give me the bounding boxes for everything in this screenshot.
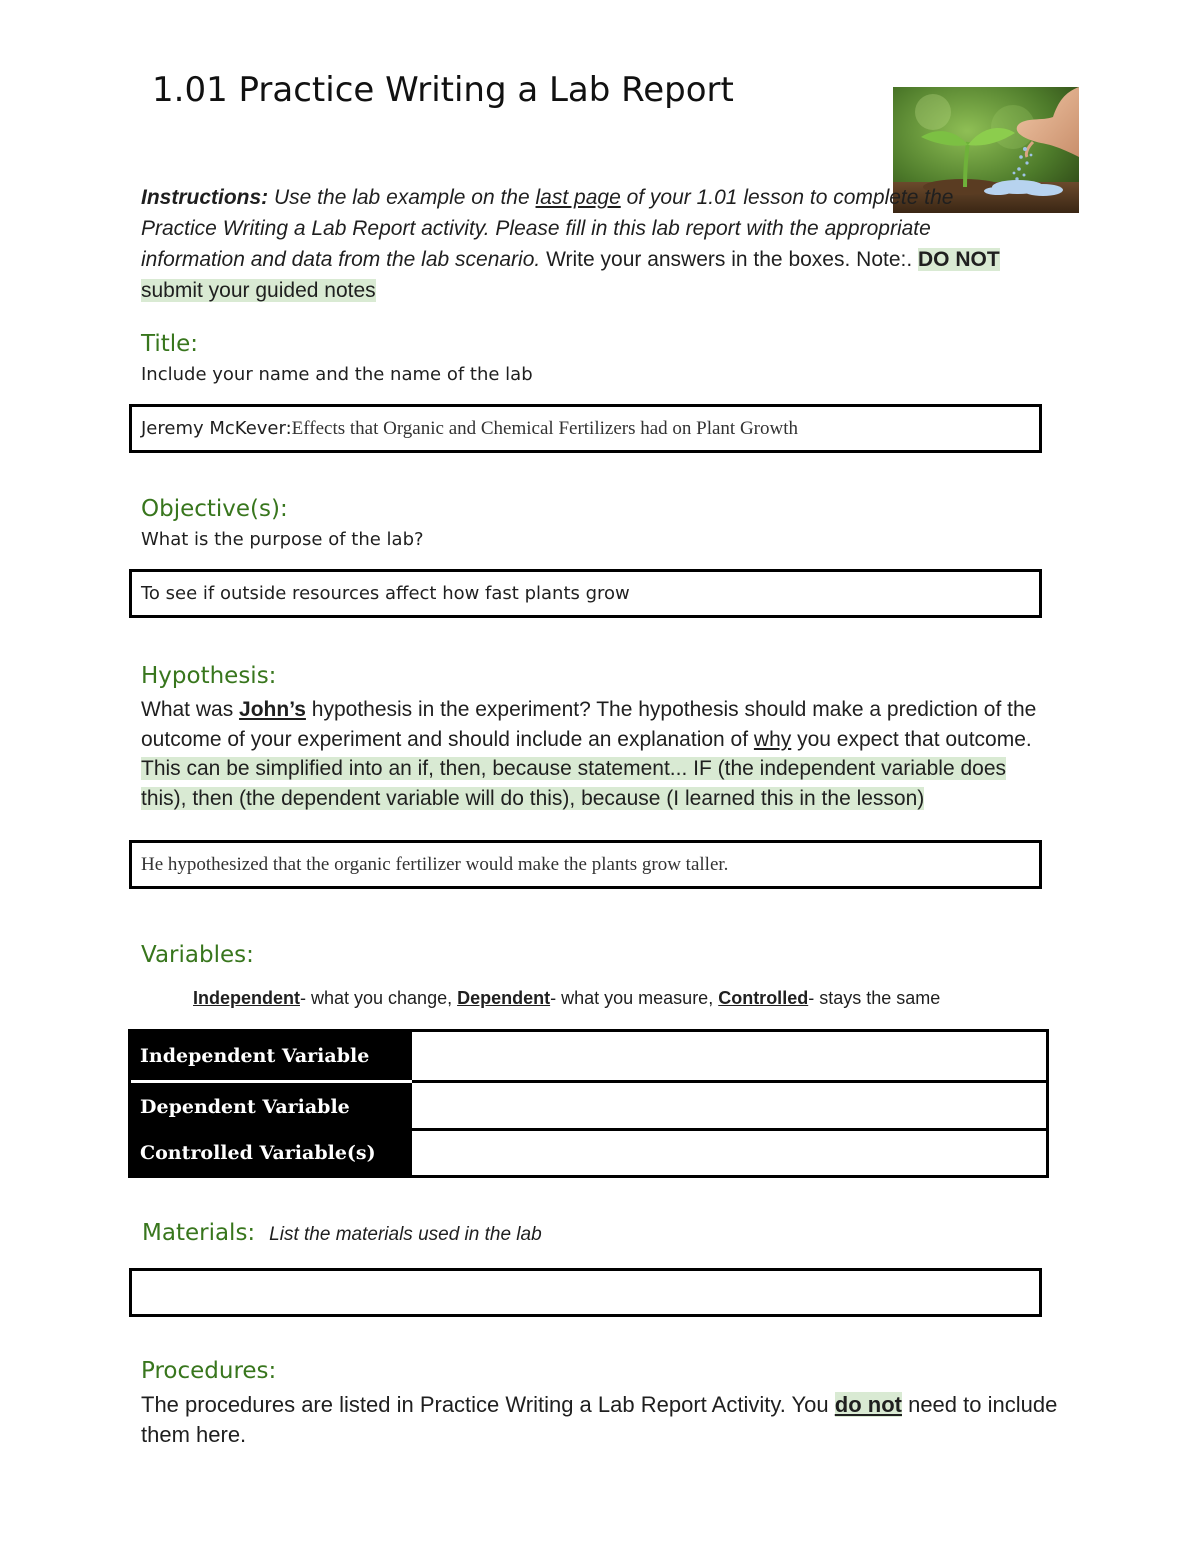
hypothesis-prompt-why: why: [753, 727, 792, 751]
instructions-label: Instructions:: [141, 186, 269, 209]
variable-input-controlled[interactable]: [412, 1131, 1046, 1175]
variable-row-independent: [131, 1032, 1046, 1080]
page-title: 1.01 Practice Writing a Lab Report: [152, 70, 734, 110]
materials-answer-box[interactable]: [129, 1268, 1042, 1317]
hypothesis-prompt-2: hypothesis in the experiment? The hypothesis should make a prediction of the outcome of your experiment and should include an explanation of: [141, 698, 1037, 751]
objective-answer-text: To see if outside resources affect how fast plants grow: [141, 583, 630, 604]
hypothesis-prompt-3: you expect that outcome.: [791, 727, 1032, 751]
hypothesis-prompt-highlight: This can be simplified into an if, then, because statement... IF (the independent variable does this), then (the dependent variable will do this), because (I learned this in the lesson): [141, 757, 1007, 810]
materials-line: [142, 1220, 542, 1246]
variable-row-dependent: [131, 1083, 1046, 1131]
procedures-text-2: need to include them here.: [141, 1392, 1058, 1447]
hypothesis-prompt: [141, 695, 1056, 813]
instructions-paragraph: [141, 182, 1021, 306]
title-answer-text: [141, 407, 798, 450]
title-prompt: Include your name and the name of the lab: [141, 364, 533, 385]
variable-label-dependent: Dependent Variable: [131, 1083, 412, 1131]
hypothesis-answer-text: He hypothesized that the organic fertilizer would make the plants grow taller.: [141, 853, 729, 875]
hypothesis-answer-box[interactable]: [129, 840, 1042, 889]
variable-input-independent[interactable]: [412, 1032, 1046, 1080]
variables-table: [128, 1029, 1049, 1178]
title-answer-lab: Effects that Organic and Chemical Fertilizers had on Plant Growth: [291, 417, 799, 439]
objective-answer-box[interactable]: [129, 569, 1042, 618]
procedures-heading: Procedures:: [141, 1358, 277, 1384]
hypothesis-prompt-1: What was: [141, 698, 240, 721]
variables-heading: Variables:: [141, 942, 254, 968]
instructions-text-2: of your 1.01 lesson to complete the Practice Writing a Lab Report activity. Please fill in this lab report with the appropriate information and data from the lab scenario.: [141, 186, 954, 271]
variable-label-independent: Independent Variable: [131, 1032, 412, 1080]
legend-controlled: Controlled: [718, 988, 809, 1008]
procedures-text-1: The procedures are listed in Practice Writing a Lab Report Activity. You: [141, 1392, 835, 1417]
title-heading: Title:: [141, 331, 199, 357]
materials-heading: Materials:: [142, 1220, 256, 1246]
objective-heading: Objective(s):: [141, 496, 288, 522]
title-answer-name: Jeremy McKever:: [141, 418, 292, 439]
instructions-text-1: Use the lab example on the: [268, 186, 536, 209]
legend-dependent-desc: - what you measure,: [550, 988, 719, 1008]
materials-prompt: List the materials used in the lab: [269, 1224, 542, 1245]
note-rest: submit your guided notes: [141, 279, 376, 302]
legend-dependent: Dependent: [457, 988, 551, 1008]
procedures-text-bold: do not: [834, 1392, 902, 1417]
note-bold: DO NOT: [918, 248, 1000, 271]
legend-independent-desc: - what you change,: [300, 988, 458, 1008]
title-answer-box[interactable]: [129, 404, 1042, 453]
instructions-text-3: Write your answers in the boxes. Note:.: [540, 248, 919, 271]
hypothesis-heading: Hypothesis:: [141, 663, 277, 689]
legend-controlled-desc: - stays the same: [808, 988, 941, 1008]
variable-label-controlled: Controlled Variable(s): [131, 1131, 412, 1175]
last-page-link[interactable]: last page: [535, 186, 621, 209]
objective-prompt: What is the purpose of the lab?: [141, 529, 424, 550]
variable-input-dependent[interactable]: [412, 1083, 1046, 1131]
procedures-text: [141, 1390, 1061, 1449]
hypothesis-prompt-name: John’s: [239, 698, 306, 721]
variables-legend: [193, 988, 940, 1009]
variable-row-controlled: [131, 1131, 1046, 1175]
legend-independent: Independent: [193, 988, 300, 1008]
